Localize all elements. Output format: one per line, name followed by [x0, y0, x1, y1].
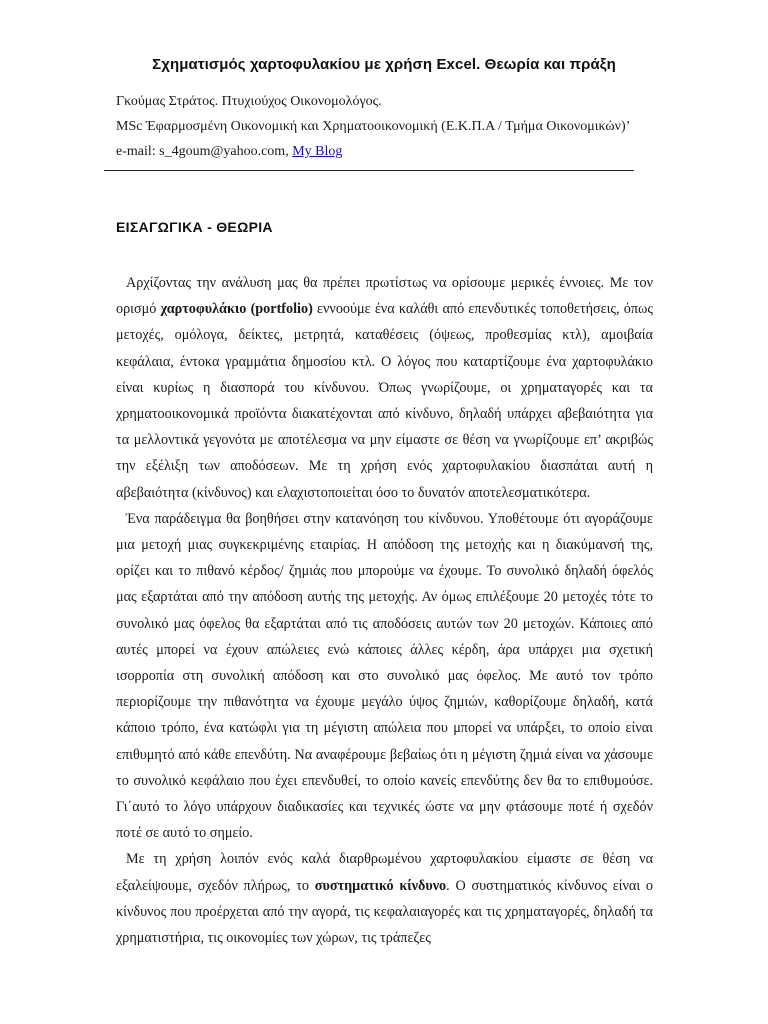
blog-link[interactable]: My Blog [292, 144, 343, 159]
document-body [116, 270, 653, 951]
author-degree-line: MSc Έφαρμοσμένη Οικονομική και Χρηματοοικονομική (Ε.Κ.Π.Α / Τμήμα Οικονομικών)’ [116, 119, 631, 134]
paragraph-1-text-b: εννοούμε ένα καλάθι από επενδυτικές τοποθετήσεις, όπως μετοχές, ομόλογα, δείκτες, μετρητά, καταθέσεις (όψεως, προθεσμίας κτλ), αμοιβαία κεφάλαια, έντοκα γραμμάτια δημοσίου κτλ. Ο λόγος που καταρτίζουμε ένα χαρτοφυλάκιο είναι κυρίως η διασπορά του κίνδυνου. Όπως γνωρίζουμε, οι χρηματαγορές και τα χρηματοοικονομικά προϊόντα διακατέχονται από κίνδυνο, δηλαδή υπάρχει αβεβαιότητα για τα μελλοντικά γεγονότα με αποτέλεσμα να μην είμαστε σε θέση να γνωρίζουμε επ’ ακριβώς την εξέλιξη των αποδόσεων. Με τη χρήση ενός χαρτοφυλακίου διασπάται αυτή η αβεβαιότητα (κίνδυνος) και ελαχιστοποιείται όσο το δυνατόν αποτελεσματικότερα. [116, 301, 654, 501]
paragraph-3-text-b: . Ο συστηματικός κίνδυνος είναι ο κίνδυνος που προέρχεται από την αγορά, τις κεφαλαιαγορές και τις χρηματαγορές, δηλαδή τα χρηματιστήρια, τις οικονομίες των χώρων, τις τράπεζες [116, 877, 653, 947]
paragraph-1-term-portfolio: χαρτοφυλάκιο (portfolio) [160, 301, 313, 318]
paragraph-1 [116, 270, 653, 506]
paragraph-3-term-systematic-risk: συστηματικό κίνδυνο [314, 877, 447, 894]
document-title: Σχηματισμός χαρτοφυλακίου με χρήση Excel. Θεωρία και πράξη [152, 56, 616, 73]
author-email: e-mail: s_4goum@yahoo.com, [116, 144, 289, 159]
paragraph-1-text-a: Αρχίζοντας την ανάλυση μας θα πρέπει πρωτίστως να ορίσουμε μερικές έννοιες. Με τον ορισμό [116, 275, 653, 318]
paragraph-2: Ένα παράδειγμα θα βοηθήσει στην κατανόηση του κίνδυνου. Υποθέτουμε ότι αγοράζουμε μια μετοχή μιας συγκεκριμένης εταιρίας. Η απόδοση της μετοχής και η διακύμανσή της, ορίζει και το πιθανό κέρδος/ ζημιάς που μπορούμε να έχουμε. Το συνολικό δηλαδή όφελός μας εξαρτάται από την απόδοση αυτής της μετοχής. Αν όμως επιλέξουμε 20 μετοχές τότε το συνολικό μας όφελος θα εξαρτάται από τις αποδόσεις αυτών των 20 μετοχών. Κάποιες από αυτές μπορεί να έχουν απώλειες ενώ κάποιες άλλες κέρδη, άρα υπάρχει μια σχετική ισορροπία στη συνολική απόδοση και στο συνολικό μας όφελος. Με αυτό τον τρόπο περιορίζουμε την πιθανότητα να έχουμε μεγάλο ύψος ζημιών, καθορίζουμε δηλαδή, κατά κάποιο τρόπο, ένα κατώφλι για τη μέγιστη απώλεια που μπορεί να υπάρξει, το οποίο είναι επιθυμητό από κάθε επενδύτη. Να αναφέρουμε βεβαίως ότι η μέγιστη ζημιά είναι να χάσουμε το συνολικό κεφάλαιο που έχει επενδυθεί, το οποίο κανείς επενδύτης δεν θα το επιθυμούσε. Γι΄αυτό το λόγο υπάρχουν διαδικασίες και τεχνικές ώστε να μην φτάσουμε ποτέ ή σχεδόν ποτέ σε αυτό το σημείο. [116, 510, 653, 842]
header-divider [104, 170, 634, 171]
section-heading: ΕΙΣΑΓΩΓΙΚΑ - ΘΕΩΡΙΑ [116, 219, 273, 235]
author-name-line: Γκούμας Στράτος. Πτυχιούχος Οικονομολόγος. [116, 94, 382, 109]
author-contact-line [116, 143, 342, 161]
paragraph-3 [116, 846, 653, 951]
paragraph-3-text-a: Με τη χρήση λοιπόν ενός καλά διαρθρωμένου χαρτοφυλακίου είμαστε σε θέση να εξαλείψουμε, σχεδόν πλήρως, το [116, 851, 653, 894]
